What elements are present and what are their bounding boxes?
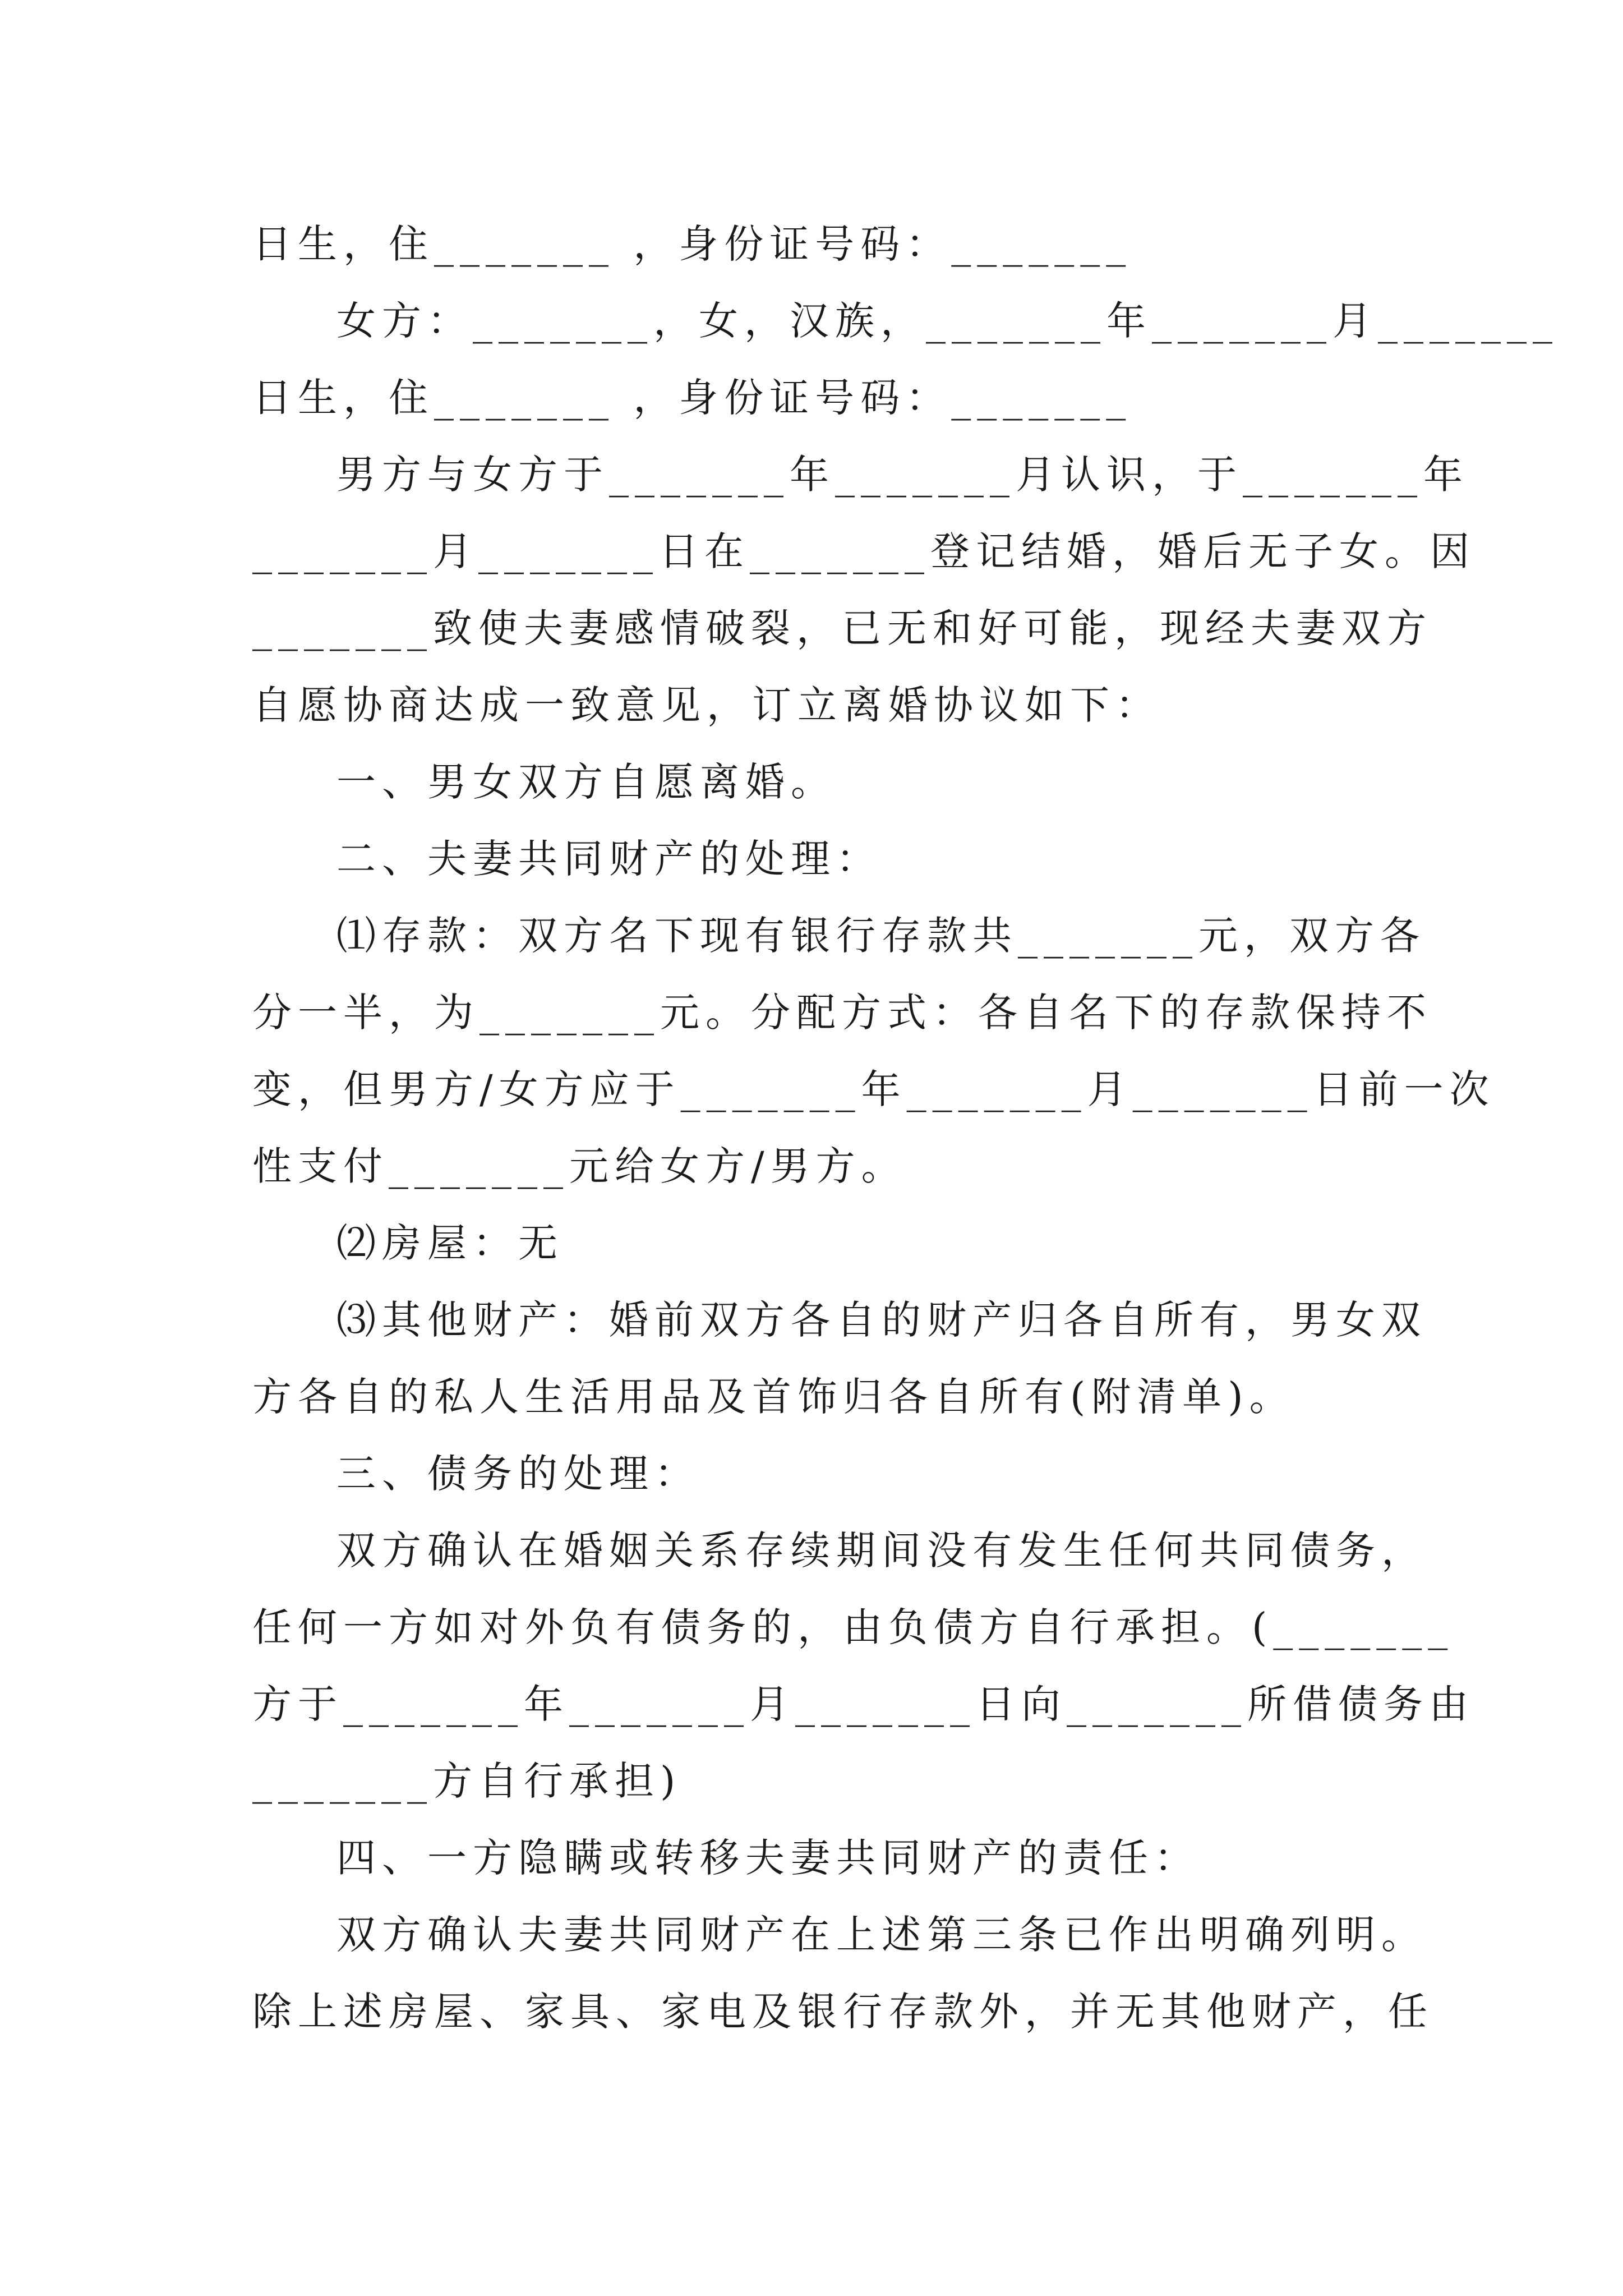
text-line: 一、男女双方自愿离婚。 [336, 759, 836, 805]
text-line: _______月_______日在_______登记结婚，婚后无子女。因 [252, 528, 1476, 574]
text-line: 任何一方如对外负有债务的，由负债方自行承担。(_______ [252, 1604, 1454, 1650]
text-line: _______方自行承担) [252, 1758, 682, 1804]
text-line: 性支付_______元给女方/男方。 [252, 1143, 907, 1189]
text-line: 女方：_______，女，汉族，_______年_______月_______ [336, 298, 1559, 344]
text-line: 双方确认在婚姻关系存续期间没有发生任何共同债务， [336, 1527, 1427, 1573]
text-line: ⑵房屋：无 [336, 1220, 564, 1266]
text-line: 除上述房屋、家具、家电及银行存款外，并无其他财产，任 [252, 1989, 1433, 2035]
text-line: 三、债务的处理： [336, 1451, 700, 1497]
text-line: 方各自的私人生活用品及首饰归各自所有(附清单)。 [252, 1374, 1295, 1420]
text-line: _______致使夫妻感情破裂，已无和好可能，现经夫妻双方 [252, 605, 1432, 651]
text-line: 分一半，为_______元。分配方式：各自名下的存款保持不 [252, 990, 1432, 1036]
text-line: 二、夫妻共同财产的处理： [336, 836, 882, 882]
text-line: 四、一方隐瞒或转移夫妻共同财产的责任： [336, 1835, 1200, 1881]
text-line: 变，但男方/女方应于_______年_______月_______日前一次 [252, 1066, 1495, 1112]
text-line: 双方确认夫妻共同财产在上述第三条已作出明确列明。 [336, 1912, 1427, 1958]
text-line: 日生，住_______ ，身份证号码：_______ [252, 375, 1132, 421]
text-line: ⑴存款：双方名下现有银行存款共_______元，双方各 [336, 913, 1426, 959]
text-line: 方于_______年_______月_______日向_______所借债务由 [252, 1681, 1474, 1727]
text-line: ⑶其他财产：婚前双方各自的财产归各自所有，男女双 [336, 1297, 1427, 1343]
text-line: 自愿协商达成一致意见，订立离婚协议如下： [252, 682, 1161, 728]
text-line: 日生，住_______ ，身份证号码：_______ [252, 221, 1132, 267]
text-line: 男方与女方于_______年_______月认识，于_______年 [336, 452, 1469, 498]
